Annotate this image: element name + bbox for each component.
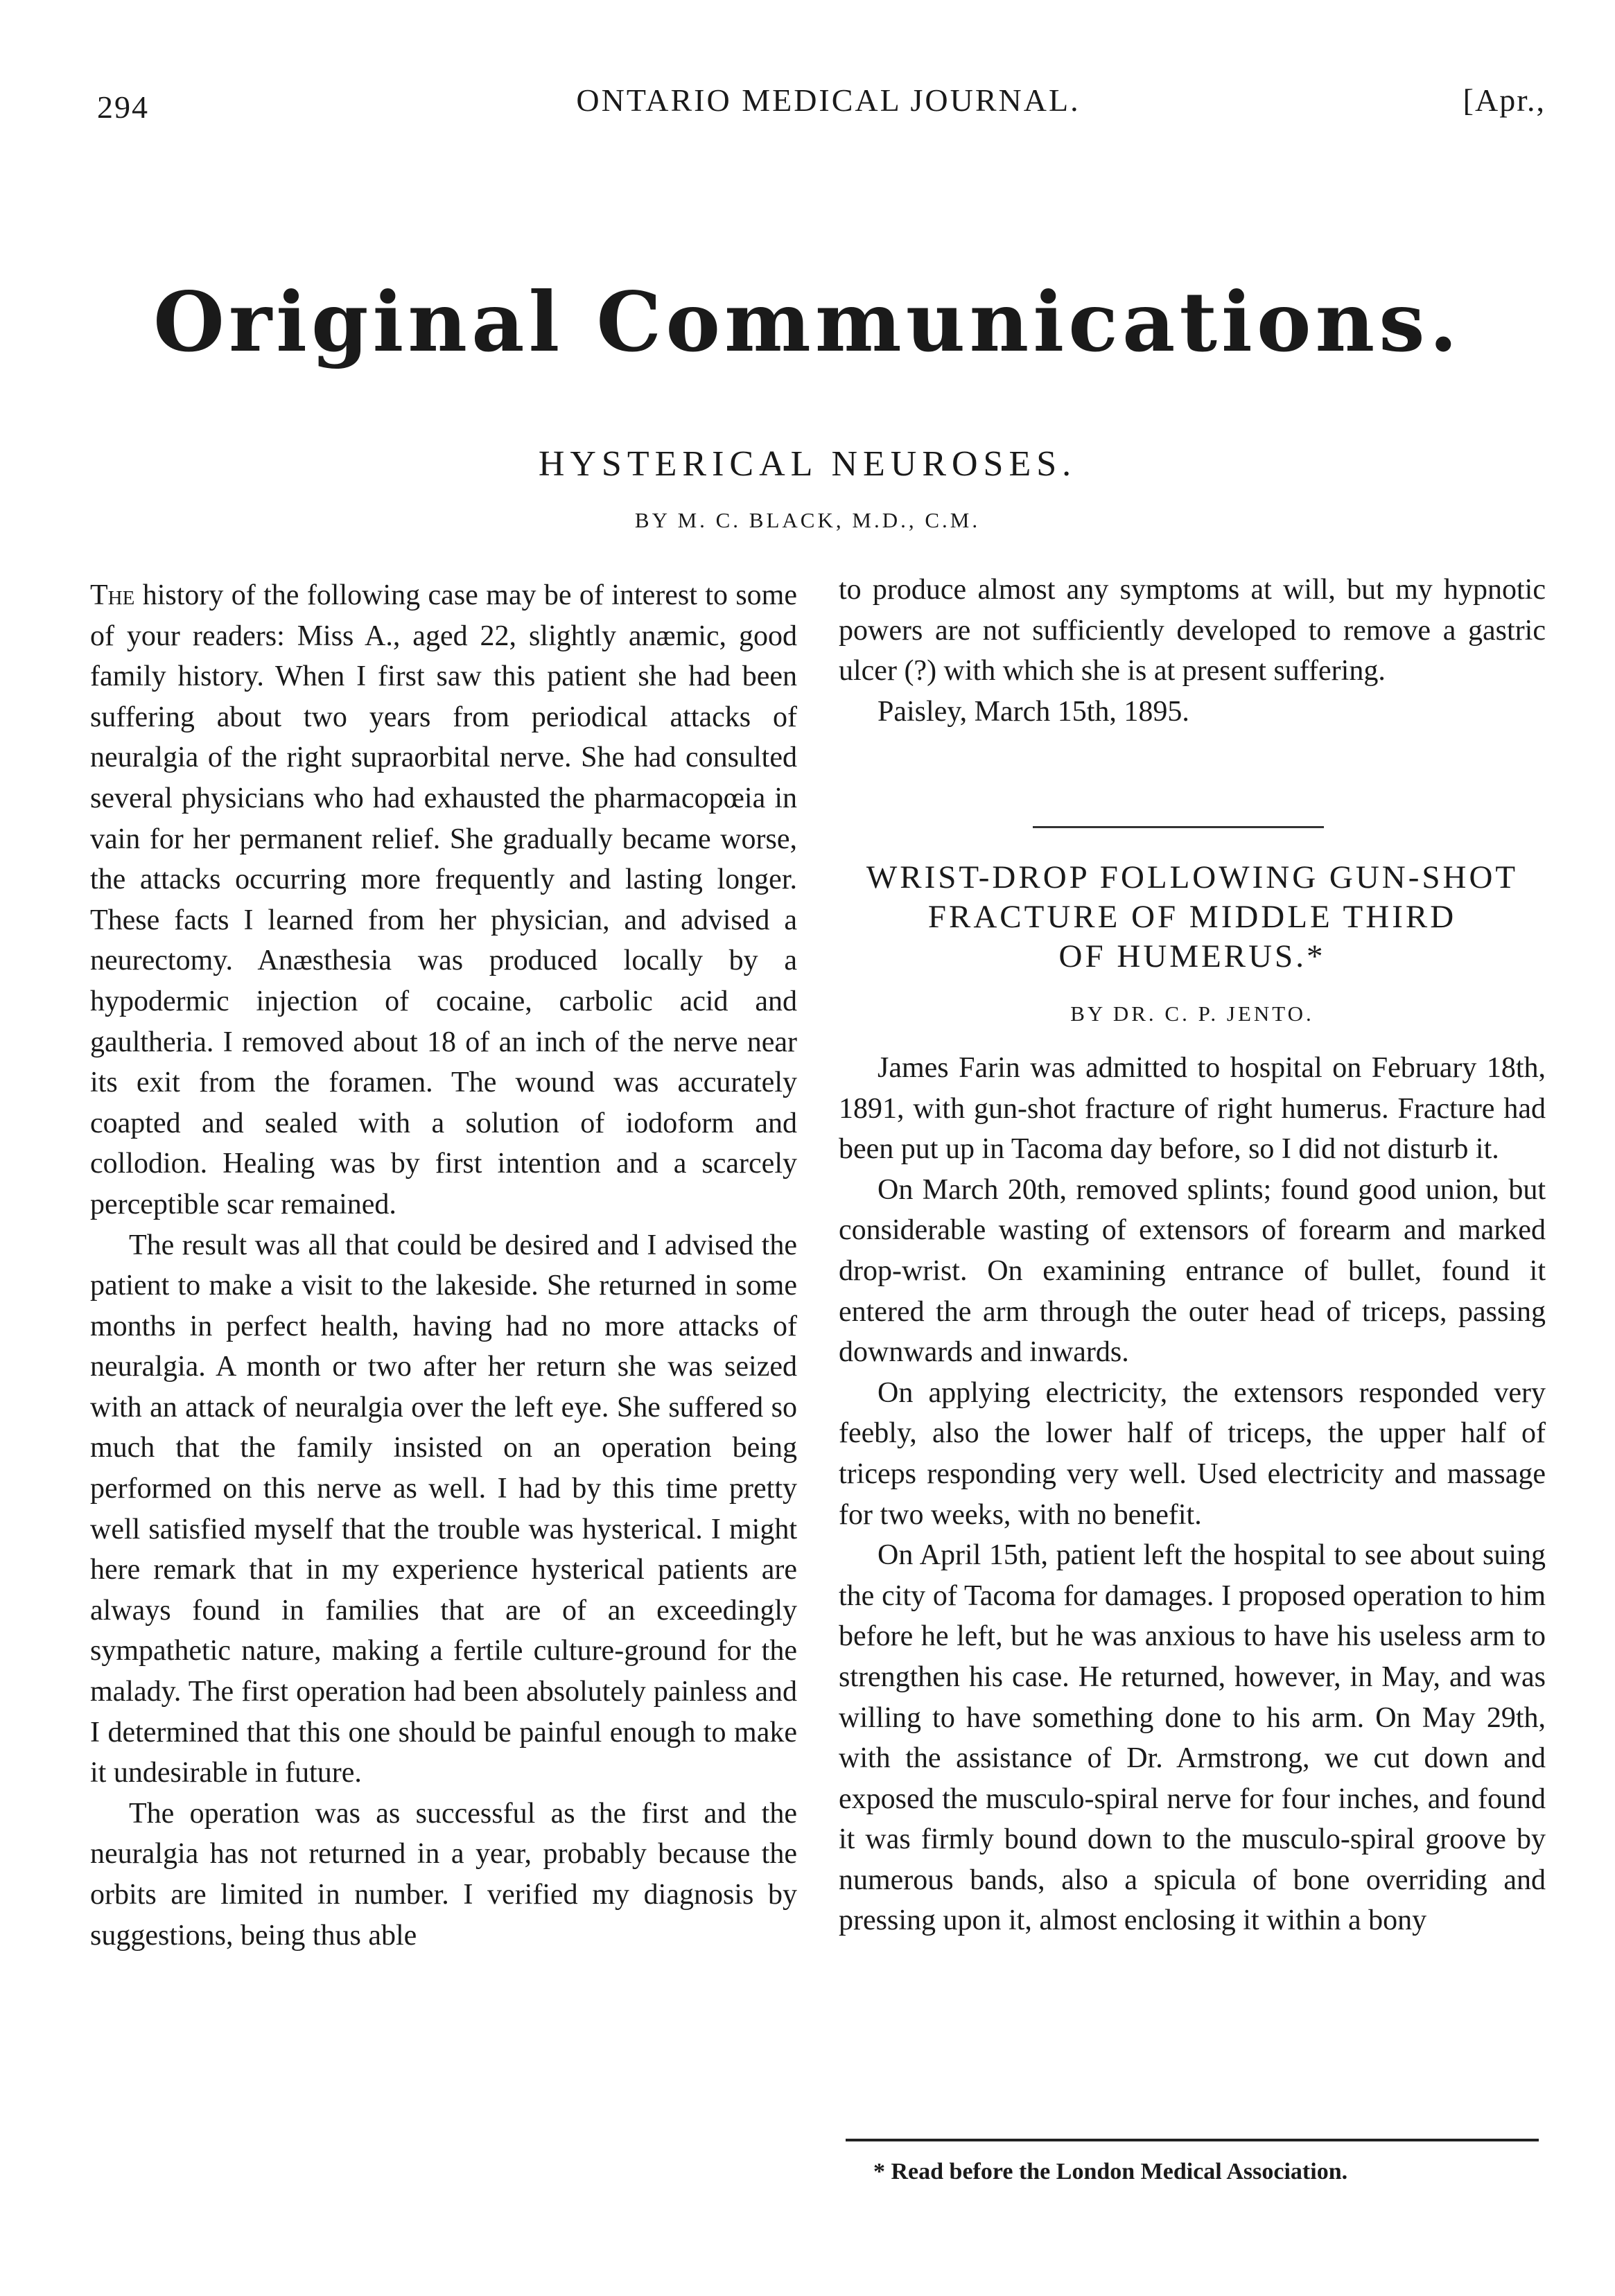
article2-paragraph-1: James Farin was admitted to hospital on February 18th, 1891, with gun-shot fracture of right humerus. Fracture had been put up in Tacoma day before, so I did not disturb it. — [839, 1052, 1546, 1166]
article1-paragraph-1-text: history of the following case may be of interest to some of your readers: Miss A., aged 22, slightly anæmic, good family history. When I first saw this patient she had been suffering about two years from periodical attacks of neuralgia of the right supraorbital nerve. She had consulted several physicians who had exhausted the pharmacopœia in vain for her permanent relief. She gradually became worse, the attacks occurring more frequently and lasting longer. These facts I learned from her physician, and advised a neurectomy. Anæsthesia was produced locally by a hypodermic injection of cocaine, carbolic acid and gaultheria. I removed about 18 of an inch of the nerve near its exit from the foramen. The wound was accurately coapted and sealed with a solution of iodoform and collodion. Healing was by first intention and a scarcely perceptible scar remained. — [90, 579, 797, 1220]
section-title: Original Communications. — [153, 274, 1462, 370]
article2-paragraph-3: On applying electricity, the extensors responded very feebly, also the lower half of triceps, the upper half of triceps responding very well. Used electricity and massage for two weeks, with no benefit. — [839, 1376, 1546, 1531]
article1-paragraph-2: The result was all that could be desired and I advised the patient to make a visit to the lakeside. She returned in some months in perfect health, having had no more attacks of neuralgia. A month or two after her return she was seized with an attack of neuralgia over the left eye. She suffered so much that the family insisted on an operation being performed on this nerve as well. I had by this time pretty well satisfied myself that the trouble was hysterical. I might here remark that in my experience hysterical patients are always found in families that are of an exceedingly sympathetic nature, making a fertile culture-ground for the malady. The first operation had been absolutely painless and I determined that this one should be painful enough to make it undesirable in future. — [90, 1229, 797, 1789]
article2-byline: BY DR. C. P. JENTO. — [1070, 1001, 1314, 1026]
article2-paragraph-4: On April 15th, patient left the hospital to see about suing the city of Tacoma for damages. I proposed operation to him before he left, but he was anxious to have his useless arm to strengthen his case. He returned, however, in May, and was willing to have something done to his arm. On May 29th, with the assistance of Dr. Armstrong, we cut down and exposed the musculo-spiral nerve for four inches, and found it was firmly bound down to the musculo-spiral groove by numerous bands, also a spicula of bone overriding and pressing upon it, almost enclosing it within a bony — [839, 1539, 1546, 1937]
running-head — [97, 82, 1560, 130]
article-divider — [1033, 826, 1324, 828]
article1-paragraph-1 — [90, 575, 797, 1225]
footnote-rule — [846, 2139, 1539, 2141]
journal-title: ONTARIO MEDICAL JOURNAL. — [576, 82, 1081, 118]
article1-paragraph-3-continued: to produce almost any symptoms at will, but my hypnotic powers are not sufficiently developed to remove a gastric ulcer (?) with which she is at present suffering. — [839, 574, 1546, 687]
article1-body-left-column — [90, 575, 797, 1956]
page-number: 294 — [97, 89, 149, 125]
article2-title — [832, 858, 1553, 976]
article1-title: HYSTERICAL NEUROSES. — [538, 444, 1077, 484]
article2-title-line-2: FRACTURE OF MIDDLE THIRD — [927, 899, 1457, 935]
article2-paragraph-2: On March 20th, removed splints; found good union, but considerable wasting of extensors of forearm and marked drop-wrist. On examining entrance of bullet, found it entered the arm through the outer head of triceps, passing downwards and inwards. — [839, 1173, 1546, 1369]
article1-lead-word: The — [90, 579, 135, 611]
article1-body-right-column — [839, 570, 1546, 732]
article1-byline: BY M. C. BLACK, M.D., C.M. — [634, 508, 981, 532]
footnote: * Read before the London Medical Association. — [873, 2159, 1348, 2184]
article1-paragraph-3: The operation was as successful as the first and the neuralgia has not returned in a year, probably because the orbits are limited in number. I verified my diagnosis by suggestions, being thus able — [90, 1797, 797, 1952]
article1-signoff: Paisley, March 15th, 1895. — [878, 695, 1189, 728]
article2-title-line-3: OF HUMERUS.* — [1058, 938, 1326, 974]
issue-month: [Apr., — [1463, 82, 1546, 118]
article2-title-line-1: WRIST-DROP FOLLOWING GUN-SHOT — [866, 859, 1519, 895]
article2-body — [839, 1048, 1546, 1941]
